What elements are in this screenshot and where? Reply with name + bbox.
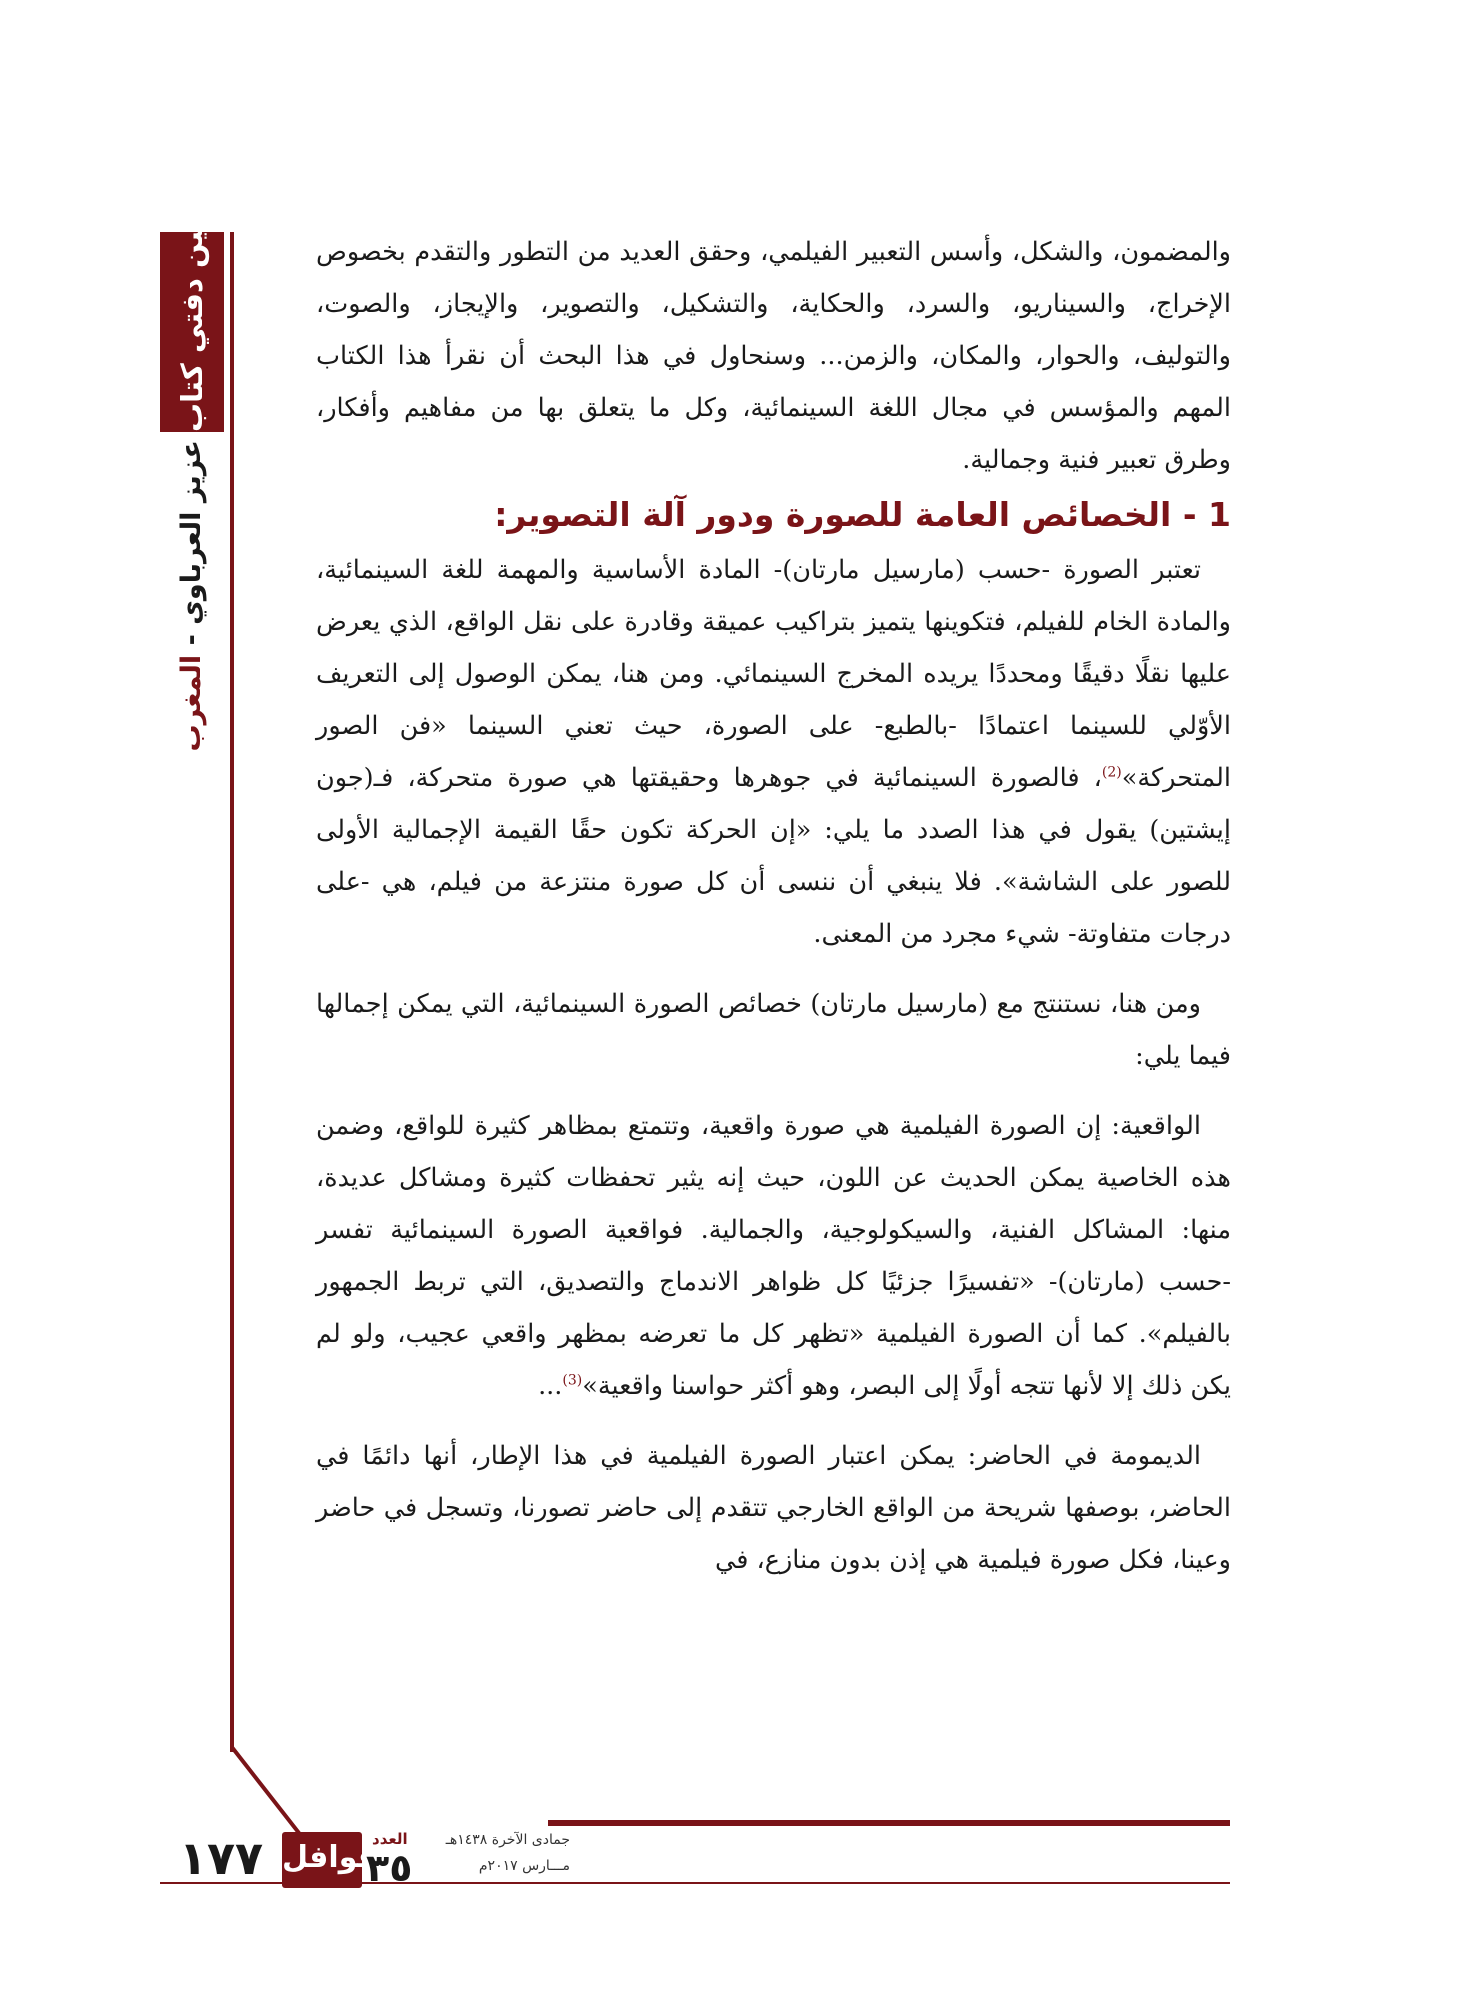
paragraph-present: الديمومة في الحاضر: يمكن اعتبار الصورة الفيلمية في هذا الإطار، أنها دائمًا في الحاضر، بوصفها شريحة من الواقع الخارجي تتقدم إلى حاضر تصورنا، وتسجل في حاضر وعينا، فكل صورة فيلمية هي إذن بدون منازع، في: [316, 1441, 1231, 1575]
paragraph-image-definition: [316, 544, 1231, 960]
magazine-logo: قوافل: [282, 1832, 362, 1888]
page-number: ١٧٧: [178, 1831, 264, 1885]
intro-paragraph: والمضمون، والشكل، وأسس التعبير الفيلمي، وحقق العديد من التطور والتقدم بخصوص الإخراج، والسيناريو، والسرد، والحكاية، والتشكيل، والتصوير، والإيجاز، والصوت، والتوليف، والحوار، والمكان، والزمن... وسنحاول في هذا البحث أن نقرأ هذا الكتاب المهم والمؤسس في مجال اللغة السينمائية، وكل ما يتعلق بها من مفاهيم وأفكار، وطرق تعبير فنية وجمالية.: [316, 237, 1231, 475]
date-hijri: جمادى الآخرة ١٤٣٨هـ: [445, 1832, 570, 1848]
paragraph-text: تعتبر الصورة -حسب (مارسيل مارتان)- المادة الأساسية والمهمة للغة السينمائية، والمادة الخام للفيلم، فتكوينها يتميز بتراكيب عميقة وقادرة على نقل الواقع، الذي يعرض عليها نقلًا دقيقًا ومحددًا يريده المخرج السينمائي. ومن هنا، يمكن الوصول إلى التعريف الأوّلي للسينما اعتمادًا -بالطبع- على الصورة، حيث تعني السينما «فن الصور المتحركة»: [316, 555, 1231, 793]
paragraph-characteristics-intro: ومن هنا، نستنتج مع (مارسيل مارتان) خصائص الصورة السينمائية، التي يمكن إجمالها فيما يلي:: [316, 989, 1231, 1071]
footer-rule-top: [548, 1820, 1230, 1826]
issue-label: العدد: [372, 1830, 408, 1848]
paragraph-text: الواقعية: إن الصورة الفيلمية هي صورة واقعية، وتتمتع بمظاهر كثيرة للواقع، وضمن هذه الخاصية يمكن الحديث عن اللون، حيث إنه يثير تحفظات كثيرة ومشاكل عديدة، منها: المشاكل الفنية، والسيكولوجية، والجمالية. فواقعية الصورة السينمائية تفسر -حسب (مارتان)- «تفسيرًا جزئيًا كل ظواهر الاندماج والتصديق، التي تربط الجمهور بالفيلم». كما أن الصورة الفيلمية «تظهر كل ما تعرضه بمظهر واقعي عجيب، ولو لم يكن ذلك إلا لأنها تتجه أولًا إلى البصر، وهو أكثر حواسنا واقعية»: [316, 1111, 1231, 1401]
paragraph-tail: ...: [538, 1371, 563, 1401]
author-name: عزيز العرباوي: [176, 440, 207, 625]
article-body: [316, 226, 1231, 1586]
section-tag-title: بين دفتي كتاب: [175, 219, 209, 432]
paragraph-text: ، فالصورة السينمائية في جوهرها وحقيقتها هي صورة متحركة، فـ(جون إيشتين) يقول في هذا الصدد ما يلي: «إن الحركة تكون حقًا القيمة الإجمالية الأولى للصور على الشاشة». فلا ينبغي أن ننسى أن كل صورة منتزعة من فيلم، هي -على درجات متفاوتة- شيء مجرد من المعنى.: [316, 763, 1231, 949]
author-country: المغرب: [176, 654, 207, 752]
author-byline: [164, 440, 220, 752]
sidebar-rule-diagonal: [230, 1746, 307, 1843]
byline-separator: -: [176, 624, 207, 655]
date-gregorian: مـــارس ٢٠١٧م: [478, 1858, 570, 1874]
sidebar-rule: [230, 232, 234, 1752]
footnote-ref[interactable]: (3): [562, 1372, 583, 1389]
footnote-ref[interactable]: (2): [1101, 764, 1122, 781]
issue-number: ٣٥: [366, 1846, 413, 1890]
section-heading: 1 - الخصائص العامة للصورة ودور آلة التصوير:: [494, 495, 1231, 534]
paragraph-realism: [316, 1100, 1231, 1412]
